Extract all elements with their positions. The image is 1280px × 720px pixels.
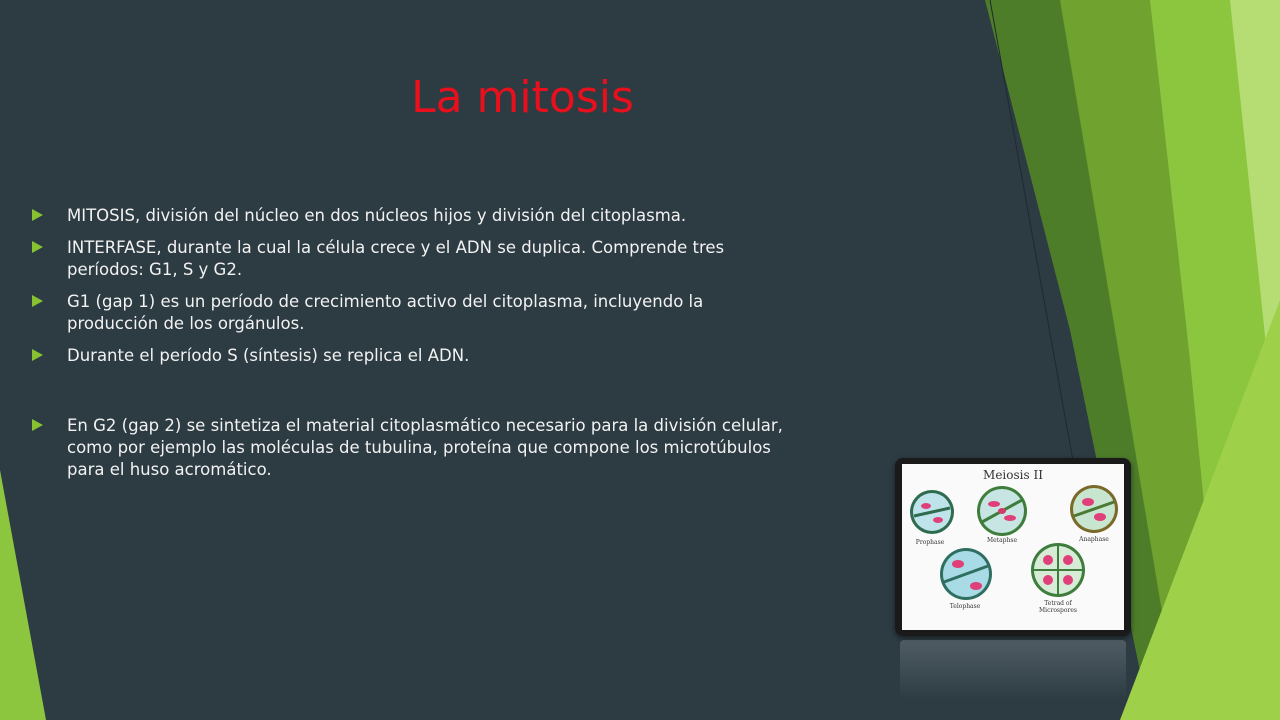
telophase-cell <box>940 548 992 600</box>
caption-anaphase: Anaphase <box>1079 536 1109 543</box>
bullet-list <box>32 205 792 491</box>
anaphase-cell <box>1070 485 1118 533</box>
prophase-cell <box>910 490 954 534</box>
metaphase-cell <box>977 486 1027 536</box>
tetrad-cell <box>1031 543 1085 597</box>
arrow-bullet-icon <box>32 209 43 221</box>
left-green-wedge <box>0 470 46 720</box>
caption-prophase: Prophase <box>915 539 945 546</box>
caption-telophase: Telophase <box>949 603 981 610</box>
arrow-bullet-icon <box>32 295 43 307</box>
figure-panel <box>902 464 1124 630</box>
arrow-bullet-icon <box>32 241 43 253</box>
arrow-bullet-icon <box>32 419 43 431</box>
bullet-item <box>32 415 792 481</box>
caption-tetrad: Tetrad of Microspores <box>1039 600 1077 614</box>
meiosis-figure <box>895 458 1131 636</box>
caption-metaphase: Metaphse <box>986 537 1018 544</box>
bullet-item <box>32 291 792 335</box>
bullet-text: INTERFASE, durante la cual la célula crece y el ADN se duplica. Comprende tres períodos: G1, S y G2. <box>67 238 725 279</box>
arrow-bullet-icon <box>32 349 43 361</box>
bullet-text: G1 (gap 1) es un período de crecimiento activo del citoplasma, incluyendo la producción de los orgánulos. <box>67 292 704 333</box>
bullet-item <box>32 237 792 281</box>
bullet-item <box>32 205 792 227</box>
figure-reflection <box>900 640 1126 700</box>
figure-title: Meiosis II <box>983 468 1043 482</box>
bullet-text: Durante el período S (síntesis) se replica el ADN. <box>67 346 470 365</box>
bullet-text: MITOSIS, división del núcleo en dos núcleos hijos y división del citoplasma. <box>67 206 687 225</box>
bullet-text: En G2 (gap 2) se sintetiza el material citoplasmático necesario para la división celular, como por ejemplo las moléculas de tubulina, proteína que compone los microtúbulos para el huso acromático. <box>67 416 783 479</box>
slide-title: La mitosis <box>411 72 634 123</box>
bullet-item <box>32 345 792 367</box>
